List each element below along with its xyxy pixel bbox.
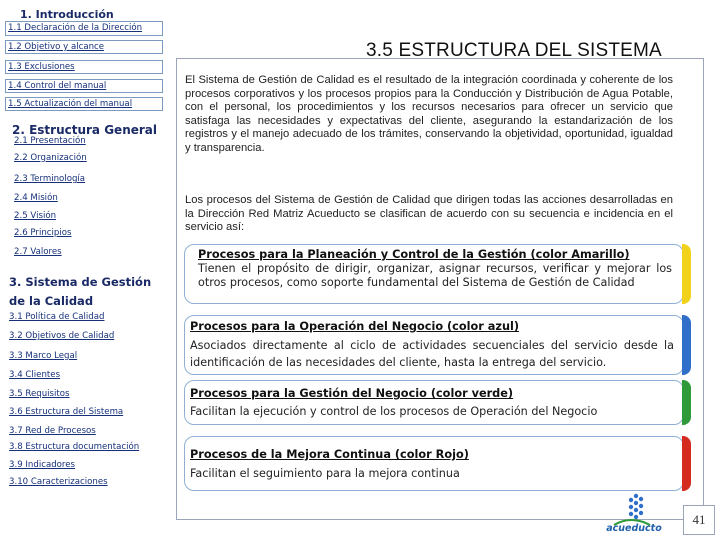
process-title-gestion[interactable]: Procesos para la Gestión del Negocio (color verde) (190, 387, 514, 400)
process-desc-gestion: Facilitan la ejecución y control de los procesos de Operación del Negocio (190, 405, 598, 418)
sidebar-item-2-5[interactable]: 2.5 Visión (14, 211, 57, 221)
section-title-line-2: de la Calidad (9, 294, 94, 308)
sidebar-item-3-9[interactable]: 3.9 Indicadores (9, 460, 76, 470)
color-indicator-yellow (682, 244, 691, 304)
color-indicator-blue (682, 315, 691, 375)
sidebar-item-1-1[interactable]: 1.1 Declaración de la Dirección (5, 22, 163, 36)
intro-paragraph: El Sistema de Gestión de Calidad es el resultado de la integración coordinada y coherente de los procesos corporativos y los procesos propios para la Conducción y Distribución de Agua Potable, con el personal, los procedimientos y los recursos necesarios para ofrecer un servicio que satisfaga las necesidades y expectativas del cliente, asegurando la estandarización de los registros y el manejo adecuado de los trámites, conservando la objetividad, oportunidad, igualdad y transparencia. (185, 74, 673, 154)
sidebar-item-3-5[interactable]: 3.5 Requisitos (9, 389, 70, 399)
color-indicator-green (682, 380, 691, 425)
sidebar-item-3-1[interactable]: 3.1 Política de Calidad (9, 312, 105, 322)
sidebar-nav (0, 0, 170, 540)
color-indicator-red (682, 436, 691, 491)
sidebar-item-2-4[interactable]: 2.4 Misión (14, 193, 58, 203)
classification-paragraph: Los procesos del Sistema de Gestión de Calidad que dirigen todas las acciones desarrolladas en la Dirección Red Matriz Acueducto se clasifican de acuerdo con su secuencia e incidencia en el servicio así: (185, 194, 673, 234)
sidebar-item-3-10[interactable]: 3.10 Caracterizaciones (9, 477, 108, 487)
section-title-line-1: 3. Sistema de Gestión (9, 275, 152, 289)
sidebar-item-3-4[interactable]: 3.4 Clientes (9, 370, 61, 380)
sidebar-item-3-3[interactable]: 3.3 Marco Legal (9, 351, 78, 361)
sidebar-item-2-7[interactable]: 2.7 Valores (14, 247, 62, 257)
section-title-introduccion[interactable]: 1. Introducción (20, 8, 114, 21)
process-desc-operacion: Asociados directamente al ciclo de actividades secuenciales del servicio desde la identificación de las necesidades del cliente, hasta la entrega del servicio. (190, 339, 674, 369)
sidebar-item-1-4[interactable]: 1.4 Control del manual (5, 79, 163, 93)
logo-wordmark: acueducto (606, 523, 662, 534)
process-title-operacion[interactable]: Procesos para la Operación del Negocio (color azul) (190, 320, 520, 333)
sidebar-item-2-6[interactable]: 2.6 Principios (14, 228, 72, 238)
sidebar-item-1-2[interactable]: 1.2 Objetivo y alcance (5, 40, 163, 54)
section-title-sistema-gestion[interactable] (9, 273, 151, 311)
sidebar-item-3-8[interactable]: 3.8 Estructura documentación (9, 442, 140, 452)
process-desc-mejora: Facilitan el seguimiento para la mejora continua (190, 467, 460, 480)
process-desc-planeacion: Tienen el propósito de dirigir, organizar, asignar recursos, verificar y mejorar los otros procesos, como soporte fundamental del Sistema de Gestión de Calidad (198, 262, 672, 289)
page-title: 3.5 ESTRUCTURA DEL SISTEMA (366, 40, 662, 61)
section-title-estructura-general[interactable]: 2. Estructura General (12, 123, 158, 137)
sidebar-item-1-3[interactable]: 1.3 Exclusiones (5, 60, 163, 74)
process-box-mejora (184, 436, 684, 491)
sidebar-item-3-2[interactable]: 3.2 Objetivos de Calidad (9, 331, 115, 341)
sidebar-item-3-6[interactable]: 3.6 Estructura del Sistema (9, 407, 124, 417)
page-number: 41 (683, 505, 715, 535)
sidebar-item-2-2[interactable]: 2.2 Organización (14, 153, 87, 163)
sidebar-item-2-3[interactable]: 2.3 Terminología (14, 174, 86, 184)
process-title-mejora[interactable]: Procesos de la Mejora Continua (color Rojo) (190, 448, 469, 461)
sidebar-item-2-1[interactable]: 2.1 Presentación (14, 136, 86, 146)
sidebar-item-3-7[interactable]: 3.7 Red de Procesos (9, 426, 96, 436)
sidebar-item-1-5[interactable]: 1.5 Actualización del manual (5, 97, 163, 111)
process-title-planeacion[interactable]: Procesos para la Planeación y Control de la Gestión (color Amarillo) (198, 248, 630, 261)
